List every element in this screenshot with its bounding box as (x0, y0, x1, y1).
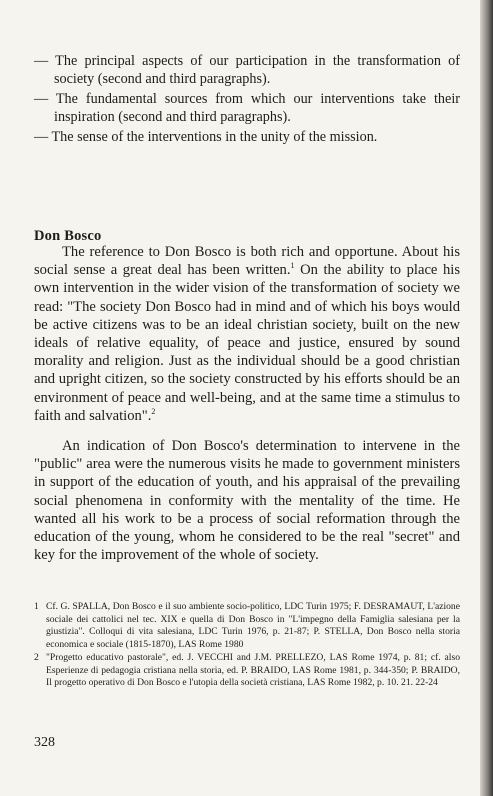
footnote (34, 601, 460, 651)
section-heading: Don Bosco (34, 228, 102, 244)
footnote-number: 1 (34, 601, 39, 612)
footnote-number: 2 (34, 652, 39, 663)
page-number: 328 (34, 735, 55, 750)
bullet-item: — The fundamental sources from which our interventions take their inspiration (second and third paragraphs). (34, 91, 460, 125)
footnote-text: "Progetto educativo pastorale", ed. J. VECCHI and J.M. PRELLEZO, LAS Rome 1974, p. 81; cf. also Esperienze di pedagogia cristiana nella storia, ed. P. BRAIDO, LAS Rome 1981, p. 344-350; P. BRAIDO, Il progetto operativo di Don Bosco e l'utopia della società cristiana, LAS Rome 1982, p. 10. 21. 22-24 (46, 652, 460, 688)
footnote-text: Cf. G. SPALLA, Don Bosco e il suo ambiente socio-politico, LDC Turin 1975; F. DESRAMAUT, L'azione sociale dei cattolici nel tec. XIX e quella di Don Bosco in "L'impegno della Famiglia salesiana per la giustizia". Colloqui di vita salesiana, LDC Turin 1976, p. 21-87; P. STELLA, Don Bosco nella storia economica e sociale (1815-1870), LAS Rome 1980 (46, 601, 460, 650)
paragraph-2: An indication of Don Bosco's determination to intervene in the "public" area were the numerous visits he made to government ministers in support of the education of youth, and his appraisal of the prevailing social phenomena in conformity with the mentality of the time. He wanted all his work to be a process of social reformation through the education of the young, whom he considered to be the real "secret" and key for the improvement of the whole of society. (34, 438, 460, 564)
footnotes (34, 601, 460, 691)
paragraph-1 (34, 243, 460, 425)
footnote-ref-2: 2 (151, 406, 156, 416)
footnote-ref-1: 1 (290, 261, 295, 271)
bullet-item: — The principal aspects of our participation in the transformation of society (second and third paragraphs). (34, 53, 460, 87)
footnote (34, 652, 460, 690)
bullet-item: — The sense of the interventions in the unity of the mission. (34, 129, 378, 145)
paragraph-1-text-b: On the ability to place his own intervention in the wider vision of the transformation of society we read: "The society Don Bosco had in mind and of which his boys would be active citizens was to be an ideal christian society, built on the new ideals of relative equality, of peace and justice, ensured by sound morality and religion. Just as the individual should be a good christian and upright citizen, so the society constructed by his efforts should be an environment of peace and well-being, and at the same time a stimulus to faith and salvation". (34, 262, 460, 424)
paragraph-1-text-a: The reference to Don Bosco is both rich and opportune. About his social sense a great deal has been written. (34, 244, 460, 279)
book-spine-shadow (480, 0, 493, 796)
body-text (34, 243, 460, 576)
bullet-list (34, 52, 460, 148)
